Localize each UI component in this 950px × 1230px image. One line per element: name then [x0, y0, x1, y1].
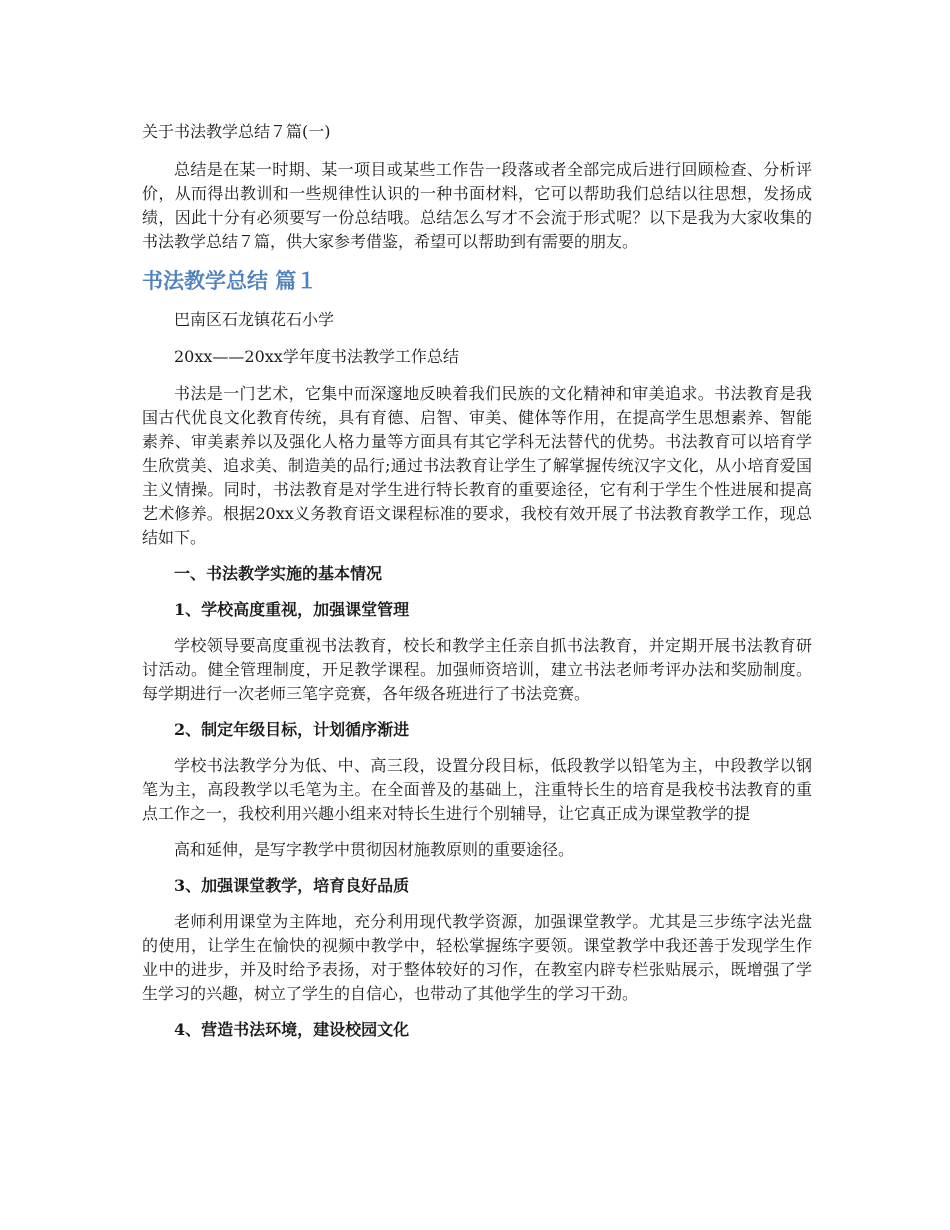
report-title: 20xx——20xx学年度书法教学工作总结 [174, 347, 459, 366]
subheading-2: 2、制定年级目标，计划循序渐进 [174, 720, 410, 739]
heading-basic-situation: 一、书法教学实施的基本情况 [174, 564, 383, 583]
subheading-3: 3、加强课堂教学，培育良好品质 [174, 876, 410, 895]
intro-paragraph: 总结是在某一时期、某一项目或某些工作告一段落或者全部完成后进行回顾检查、分析评价，从而得出教训和一些规律性认识的一种书面材料，它可以帮助我们总结以往思想，发扬成绩，因此十分有必须要写一份总结哦。总结怎么写才不会流于形式呢？以下是我为大家收集的书法教学总结７篇，供大家参考借鉴，希望可以帮助到有需要的朋友。 [142, 160, 812, 251]
paragraph-1: 学校领导要高度重视书法教育，校长和教学主任亲自抓书法教育，并定期开展书法教育研讨活动。健全管理制度，开足教学课程。加强师资培训，建立书法老师考评办法和奖励制度。每学期进行一次老师三笔字竞赛，各年级各班进行了书法竞赛。 [142, 636, 812, 703]
paragraph-2a: 学校书法教学分为低、中、高三段，设置分段目标，低段教学以铅笔为主，中段教学以钢笔为主，高段教学以毛笔为主。在全面普及的基础上，注重特长生的培育是我校书法教育的重点工作之一，我校利用兴趣小组来对特长生进行个别辅导，让它真正成为课堂教学的提 [142, 756, 812, 823]
overview-paragraph: 书法是一门艺术，它集中而深邃地反映着我们民族的文化精神和审美追求。书法教育是我国古代优良文化教育传统，具有育德、启智、审美、健体等作用，在提高学生思想素养、智能素养、审美素养以及强化人格力量等方面具有其它学科无法替代的优势。书法教育可以培育学生欣赏美、追求美、制造美的品行;通过书法教育让学生了解掌握传统汉字文化，从小培育爱国主义情操。同时，书法教育是对学生进行特长教育的重要途径，它有利于学生个性进展和提高艺术修养。根据20xx义务教育语文课程标准的要求，我校有效开展了书法教育教学工作，现总结如下。 [142, 384, 812, 547]
paragraph-3: 老师利用课堂为主阵地，充分利用现代教学资源，加强课堂教学。尤其是三步练字法光盘的使用，让学生在愉快的视频中教学中，轻松掌握练字要领。课堂教学中我还善于发现学生作业中的进步，并及时给予表扬，对于整体较好的习作，在教室内辟专栏张贴展示，既增强了学生学习的兴趣，树立了学生的自信心，也带动了其他学生的学习干劲。 [142, 912, 812, 1003]
subheading-1: 1、学校高度重视，加强课堂管理 [174, 600, 410, 619]
subheading-4: 4、营造书法环境，建设校园文化 [174, 1020, 410, 1039]
school-name: 巴南区石龙镇花石小学 [174, 310, 335, 329]
section-heading: 书法教学总结 篇１ [142, 269, 318, 293]
document-body [142, 120, 812, 1054]
document-title: 关于书法教学总结７篇(一) [142, 122, 331, 141]
paragraph-2b: 高和延伸，是写字教学中贯彻因材施教原则的重要途径。 [174, 840, 575, 859]
